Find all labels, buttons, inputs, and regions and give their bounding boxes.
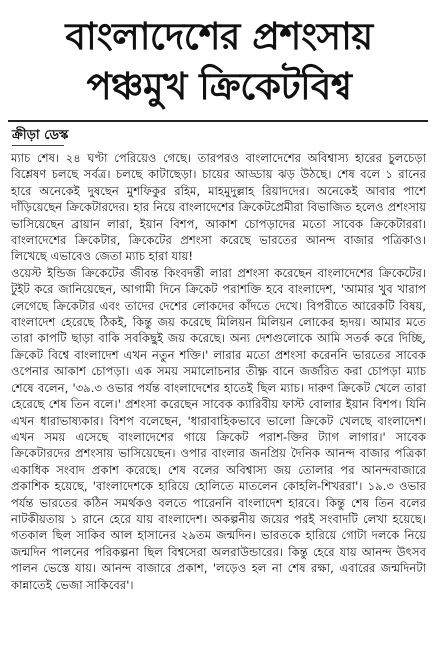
- byline-underline: [12, 145, 64, 146]
- paragraph-1: ম্যাচ শেষ। ২৪ ঘণ্টা পেরিয়েও গেছে। তারপরও বাংলাদেশের অবিশ্বাস্য হারের চুলচেড়া বিশ্লেষণ চলছে সর্বত্র। চলছে কাটাছেড়া। চায়ের আড্ডায় ঝড় উঠছে। শেষ বলে ১ রানের হারে অনেকেই দুষছেন মুশফিকুর রহিম, মাহমুদুল্লাহ রিয়াদদের। অনেকেই আবার পাশে দাঁড়িয়েছেন ক্রিকেটারদের। হার নিয়ে বাংলাদেশের ক্রিকেটপ্রেমীরা বিভাজিত হলেও প্রশংসায় ভাসিয়েছেন ব্রায়ান লারা, ইয়ান বিশপ, আকাশ চোপড়াদের মতো সাবেক ক্রিকেটাররা। বাংলাদেশের ক্রিকেটার, ক্রিকেটের প্রশংসা করেছে ভারতের আনন্দ বাজার পত্রিকাও। লিখেছে এভাবেও জেতা ম্যাচ হারা যায়!: [11, 151, 426, 264]
- paragraph-2: ওয়েস্ট ইন্ডিজ ক্রিকেটের জীবন্ত কিংবদন্তী লারা প্রশংসা করেছেন বাংলাদেশের ক্রিকেটের। টুইট করে জানিয়েছেন, আগামী দিনে ক্রিকেট পরাশক্তি হবে বাংলাদেশ, 'আমার খুব খারাপ লেগেছে ক্রিকেটার এবং তাদের দেশের লোকদের কাঁদতে দেখে। বিপরীতে আরেকটি বিষয়, বাংলাদেশ হেরেছে ঠিকই, কিন্তু জয় করেছে মিলিয়ন মিলিয়ন লোকের হৃদয়। আমার মতে তারা কাপটি ছাড়া বাকি সবকিছুই জয় করেছে। অন্য দেশগুলোকে আমি সতর্ক করে দিচ্ছি, ক্রিকেট বিশ্বে বাংলাদেশ এখন নতুন শক্তি।' লারার মতো প্রশংসা করেননি ভারতের সাবেক ওপেনার আকাশ চোপড়া। এক সময় সমালোচনার তীক্ষ্ণ বানে জর্জরিত করা চোপড়া ম্যাচ শেষে বলেন, '৩৯.৩ ওভার পর্যন্ত বাংলাদেশের হাতেই ছিল ম্যাচ। দারুণ ক্রিকেট খেলে তারা হেরেছে শেষ তিন বলে।' প্রশংসা করেছেন সাবেক ক্যারিবীয় ফাস্ট বোলার ইয়ান বিশপ। যিনি এখন ধারাভাষ্যকার। বিশপ বলেছেন, 'ধারাবাহিকভাবে ভালো ক্রিকেট খেলছে বাংলাদেশ। এখন সময় এসেছে বাংলাদেশের গায়ে ক্রিকেট পরাশ-ক্তির ট্যাগ লাগার।' সাবেক ক্রিকেটারদের প্রশংসায় ভাসিয়েছেন। ওপার বাংলার জনপ্রিয় দৈনিক আনন্দ বাজার পত্রিকা একাধিক সংবাদ প্রকাশ করেছে। শেষ বলের অবিশ্বাস্য জয় তোলার পর আনন্দবাজারে প্রকাশিক হয়েছে, 'বাংলাদেশকে হারিয়ে হোলিতে মাতলেন কোহলি-শিখররা'। ১৯.৩ ওভার পর্যন্ত ভারতের কঠিন সমর্থকও বলতে পারেননি বাংলাদেশ হারবে। কিন্তু শেষ তিন বলের নাটকীয়তায় ১ রানে হেরে যায় বাংলাদেশ। অকল্পনীয় জয়ের পরই সংবাদটি লেখা হয়েছে। গতকাল ছিল সাকিব আল হাসানের ২৯তম জন্মদিন। ভারতকে হারিয়ে গোটা দলকে নিয়ে জন্মদিন পালনের পরিকল্পনা ছিল বিশ্বসেরা অলরাউন্ডারের। কিন্তু হেরে যায় আনন্দ উৎসব পালন ভেস্তে যায়। আনন্দ বাজারে প্রকাশ, 'লড়েও হল না শেষ রক্ষা, এবারের জন্মদিনটা কান্নাতেই ভেজা সাকিবের'।: [11, 265, 426, 592]
- headline-divider: [8, 120, 428, 122]
- article-body: [11, 150, 426, 593]
- headline-line-1: বাংলাদেশের প্রশংসায়: [65, 15, 373, 58]
- headline-line-2: পঞ্চমুখ ক্রিকেটবিশ্ব: [86, 65, 352, 108]
- byline: ক্রীড়া ডেস্ক: [12, 128, 69, 143]
- article-headline: [0, 0, 438, 112]
